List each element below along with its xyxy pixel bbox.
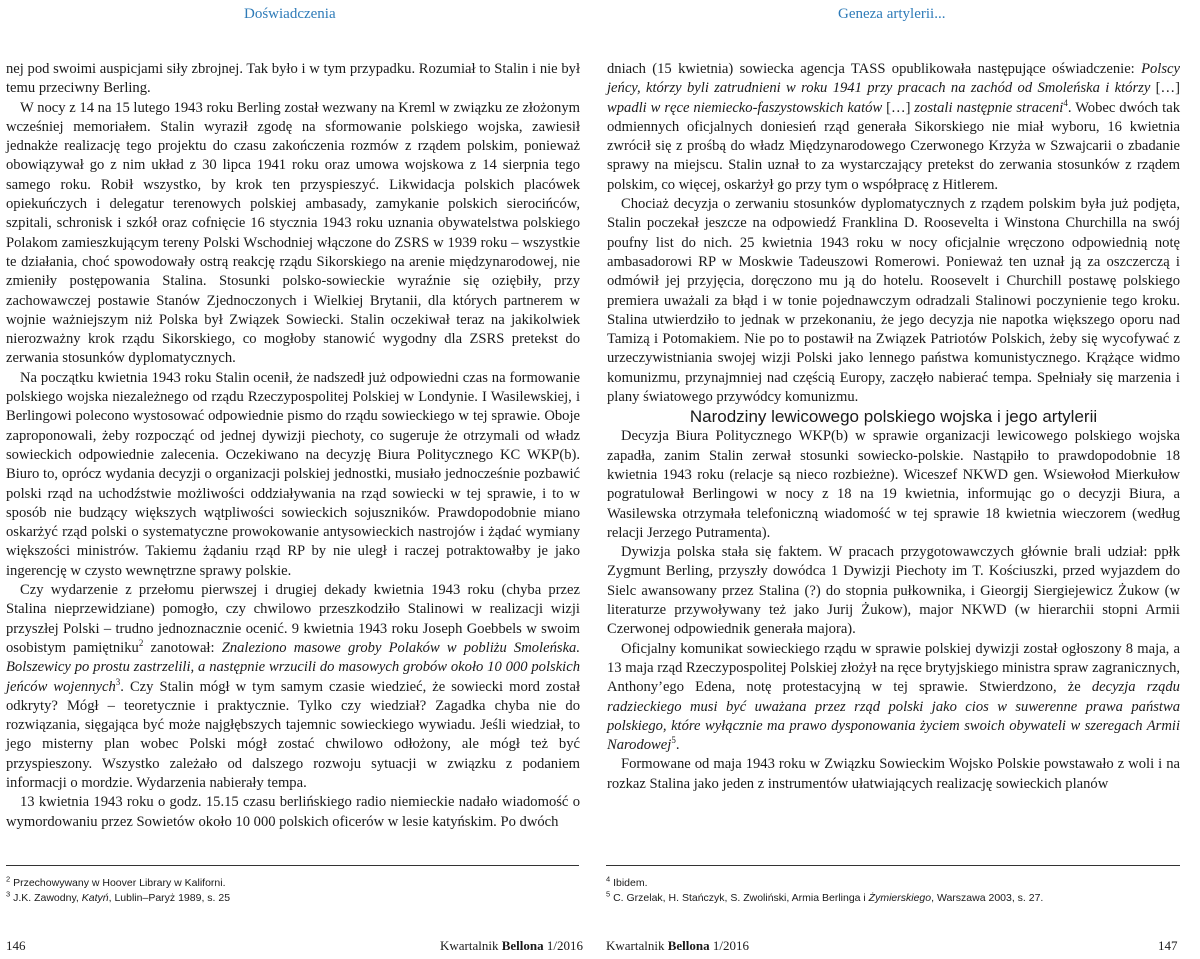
footnote-italic: Katyń <box>81 892 109 904</box>
journal-footer-left <box>440 938 583 954</box>
footnote-ref: 3 <box>115 676 121 687</box>
paragraph: Formowane od maja 1943 roku w Związku Sowieckim Wojsko Polskie powstawało z woli i na rozkaz Stalina jako jeden z instrumentów ułatwiających realizację sowieckich planów <box>607 756 1180 792</box>
footnote-ref: 4 <box>1063 97 1068 108</box>
right-body-text <box>607 60 1180 794</box>
page-number-left: 146 <box>6 938 26 953</box>
left-body-text <box>6 60 580 832</box>
footnote-divider <box>606 865 1180 866</box>
paragraph: Na początku kwietnia 1943 roku Stalin ocenił, że nadszedł już odpowiedni czas na formowanie polskiego wojska niezależnego od rządu Rzeczypospolitej Polskiej w Londynie. I Wasilewskiej, i Berlingowi polecono wystosować odpowiednie pismo do rządu sowieckiego w tej sprawie. Oboje zaproponowali, żeby rozpocząć od jednej dywizji piechoty, co sugeruje że otrzymali od władz sowieckich odpowiednie zalecenia. Oczekiwano na decyzję Biura Politycznego KC WKP(b). Biuro to, oprócz wydania decyzji o organizacji polskiej jednostki, musiało jednocześnie pozbawić polski rząd na uchodźstwie możliwości oddziaływania na rząd sowiecki w tej sprawie, i to w sposób nie budzący większych wątpliwości sowieckich sojuszników. Prawdopodobnie miano oskarżyć rząd polski o systematyczne prowokowanie antysowieckich nastrojów i żądać wymiany większości ministrów. Takiemu żądaniu rząd RP by nie uległ i raczej potraktowałby je jako ingerencję w czysto wewnętrzne sprawy polskie. <box>6 369 580 579</box>
footnote-text: , Warszawa 2003, s. 27. <box>931 892 1044 904</box>
text-run: Czy wydarzenie z przełomu pierwszej i drugiej dekady kwietnia 1943 roku (chyba przez Stalina nieprzewidziane) pomogło, czy chwilowo przeszkodziło Stalinowi w realizacji wizji przyszłej Polski – trudno jednoznacznie ocenić. 9 kwietnia 1943 roku Joseph Goebbels w swoim osobistym pamiętniku <box>6 582 580 656</box>
journal-footer-right <box>606 938 749 954</box>
paragraph <box>607 60 1180 195</box>
paragraph <box>607 640 1180 756</box>
footnote-divider <box>6 865 579 866</box>
text-run: dniach (15 kwietnia) sowiecka agencja TASS opublikowała następujące oświadczenie: <box>607 61 1142 77</box>
footnote-text: , Lublin–Paryż 1989, s. 25 <box>108 892 231 904</box>
footnote-italic: Żymierskiego <box>868 892 932 904</box>
page-number-right: 147 <box>1158 938 1178 953</box>
paragraph: 13 kwietnia 1943 roku o godz. 15.15 czasu berlińskiego radio niemieckie nadało wiadomość o wymordowaniu przez Sowietów około 10 000 polskich oficerów w lesie katyńskim. Po dwóch <box>6 794 580 830</box>
footnote <box>606 876 1043 891</box>
footnotes-right <box>606 876 1043 906</box>
text-run: . <box>675 737 680 754</box>
quote-italic: decyzja rządu radzieckiego musi być uważana przez rząd polski jako cios w suwerenne prawa państwa polskiego, które wyłącznie ma prawo dysponowania życiem swoich obywateli w szeregach Armii Narodowej <box>607 679 1180 754</box>
footnote-number: 3 <box>6 889 11 899</box>
footnote <box>6 891 230 906</box>
footnote-ref: 5 <box>671 735 676 746</box>
footnote-text: Przechowywany w Hoover Library w Kaliforni. <box>13 877 226 889</box>
footnote-text: Ibidem. <box>613 877 648 889</box>
journal-issue: 1/2016 <box>712 938 750 953</box>
paragraph: Decyzja Biura Politycznego WKP(b) w sprawie organizacji lewicowego polskiego wojska zapadła, zanim Stalin zerwał stosunki sowiecko-polskie. Nastąpiło to prawdopodobnie 18 kwietnia 1943 roku (relacje są nieco rozbieżne). Wiceszef NKWD gen. Wsiewołod Mierkułow pogratulował Berlingowi w nocy z 18 na 19 kwietnia, informując go o decyzji Biura, a Wasilewska otrzymała telefoniczną wiadomość w tej sprawie 18 kwietnia wieczorem (według relacji Jerzego Putramenta). <box>607 428 1180 541</box>
journal-name: Kwartalnik <box>606 938 665 953</box>
text-run: […] <box>1150 80 1180 97</box>
footnote <box>6 876 230 891</box>
section-title: Narodziny lewicowego polskiego wojska i jego artylerii <box>689 407 1098 427</box>
text-run: . Wobec dwóch tak odmiennych oficjalnych doniesień rząd generała Sikorskiego nie miał wyboru, 16 kwietnia zwrócił się z prośbą do władz Międzynarodowego Czerwonego Krzyża w Szwajcarii o zbadanie sprawy na miejscu. Stalin uznał to za wystarczający pretekst do zerwania stosunków z rządem polskim, co więcej, oskarżył go przy tym o współpracę z Hitlerem. <box>607 99 1180 193</box>
footnote-ref: 2 <box>138 638 144 649</box>
footnote-text: C. Grzelak, H. Stańczyk, S. Zwoliński, Armia Berlinga i <box>613 892 869 904</box>
journal-issue: 1/2016 <box>546 938 584 953</box>
journal-name: Kwartalnik <box>440 938 499 953</box>
footnote-text: J.K. Zawodny, <box>13 892 82 904</box>
journal-name-bold: Bellona <box>667 938 710 953</box>
footnotes-left <box>6 876 230 906</box>
paragraph: Chociaż decyzja o zerwaniu stosunków dyplomatycznych z rządem polskim była już podjęta, Stalin poczekał jeszcze na odpowiedź Franklina D. Roosevelta i Winstona Churchilla na swój poufny list do nich. 25 kwietnia 1943 roku w nocy oficjalnie wręczono odpowiednią notę ambasadorowi RP w Moskwie Tadeuszowi Romerowi. Ponieważ ten uznał ją za oszczerczą i odmówił jej przyjęcia, doręczono mu ją do hotelu. Roosevelt i Churchill postawę polskiego premiera uważali za błąd i w tonie pojednawczym odradzali Stalinowi poczynienie tego kroku. Stalina utwierdziło to jednak w przekonaniu, że jego decyzja nie napotka większego oporu nad Tamizą i Potomakiem. Nie po to postawił na Związek Patriotów Polskich, żeby się wycofywać z urzeczywistniania swojej wizji Polski jako lennego państwa komunistycznego. Krążące widmo komunizmu, przynajmniej nad częścią Europy, zaczęło nabierać tempa. Spełniały się marzenia i plany światowego przywódcy komunizmu. <box>607 196 1180 406</box>
paragraph: Dywizja polska stała się faktem. W pracach przygotowawczych głównie brali udział: ppłk Zygmunt Berling, przyszły dowódca 1 Dywizji Piechoty im T. Kościuszki, przed wyjazdem do Sielc awansowany przez Stalina (?) do stopnia pułkownika, i Gieorgij Siergiejewicz Żukow (w literaturze przywoływany też jako Jurij Żukow), major NKWD (w hierarchii stopni Armii Czerwonej odpowiednik generała majora). <box>607 544 1180 638</box>
quote-italic: zostali następnie straceni <box>914 99 1064 116</box>
footnote <box>606 891 1043 906</box>
quote-italic: Polscy jeńcy, którzy byli zatrudnieni w roku 1941 przy pracach na zachód od Smoleńska i którzy <box>607 61 1180 97</box>
right-page <box>600 0 1200 959</box>
footnote-number: 5 <box>606 889 611 899</box>
text-run: […] <box>882 99 915 116</box>
text-run: zanotował: <box>143 639 222 656</box>
text-run: . Czy Stalin mógł w tym samym czasie wiedzieć, że sowiecki mord został odkryty? Mógł – teoretycznie i praktycznie. Tylko czy wiedział? Zagadka chyba nie do rozwiązania, sięgająca być może najgłębszych tajemnic sowieckiego wywiadu. Jeśli wiedział, to jego misterny plan wobec Polski mógł zostać chwilowo odłożony, ale mógł też być przyspieszony. Wszystko zależało od dalszego rozwoju sytuacji w związku z podaniem informacji o mordzie. Wydarzenia nabierały tempa. <box>6 678 580 791</box>
running-header-right: Geneza artylerii... <box>838 6 946 22</box>
paragraph: nej pod swoimi auspicjami siły zbrojnej. Tak było i w tym przypadku. Rozumiał to Stalin i nie był temu przeciwny Berling. <box>6 61 580 97</box>
footnote-number: 4 <box>606 874 611 884</box>
paragraph: W nocy z 14 na 15 lutego 1943 roku Berling został wezwany na Kreml w związku ze złożonym wcześniej memoriałem. Stalin wyraził zgodę na sformowanie polskiego wojska, zawiesił jednakże realizację tego projektu do czasu zakończenia rozmów z rządem polskim, ponieważ obowiązywał go z nim układ z 30 lipca 1941 roku oraz umowa wojskowa z 14 sierpnia tego samego roku. Robił wszystko, by krok ten przyspieszyć. Likwidacja polskich placówek opiekuńczych i delegatur terenowych polskiej ambasady, zamykanie polskich sierocińców, szpitali, schronisk i szkół oraz cofnięcie 16 stycznia 1943 roku uznania obywatelstwa polskiego Polakom zamieszkującym tereny Polski Wschodniej włączone do ZSRS w 1939 roku – wszystkie te działania, choć spowodowały ostrą reakcję rządu Sikorskiego na arenie międzynarodowej, nie zmieniły postępowania Stalina. Stosunki polsko-sowieckie wyraźnie się oziębiły, przy zachowawczej postawie Stanów Zjednoczonych i Wielkiej Brytanii, dla których partnerem w wojnie ważniejszym niż Polska był Związek Sowiecki. Stalin oczekiwał teraz na jakikolwiek nierozważny krok rządu Sikorskiego, co mogłoby stanowić wygodny dla ZSRS pretekst do zerwania stosunków dyplomatycznych. <box>6 99 580 367</box>
quote-italic: wpadli w ręce niemiecko-faszystowskich katów <box>607 99 883 116</box>
running-header-left: Doświadczenia <box>244 6 336 22</box>
journal-name-bold: Bellona <box>501 938 544 953</box>
text-run: Oficjalny komunikat sowieckiego rządu w sprawie polskiej dywizji został ogłoszony 8 maja, a 13 maja rząd Rzeczypospolitej Polskiej złożył na ręce brytyjskiego ministra spraw zagranicznych, Anthony’ego Edena, notę protestacyjną w tej sprawie. Stwierdzono, że <box>607 640 1181 696</box>
footnote-number: 2 <box>6 874 11 884</box>
paragraph <box>6 581 580 793</box>
quote-italic: Znaleziono masowe groby Polaków w pobliżu Smoleńska. Bolszewicy po prostu zastrzelili, a następnie wrzucili do masowych grobów około 10 000 polskich jeńców wojennych <box>6 639 580 695</box>
